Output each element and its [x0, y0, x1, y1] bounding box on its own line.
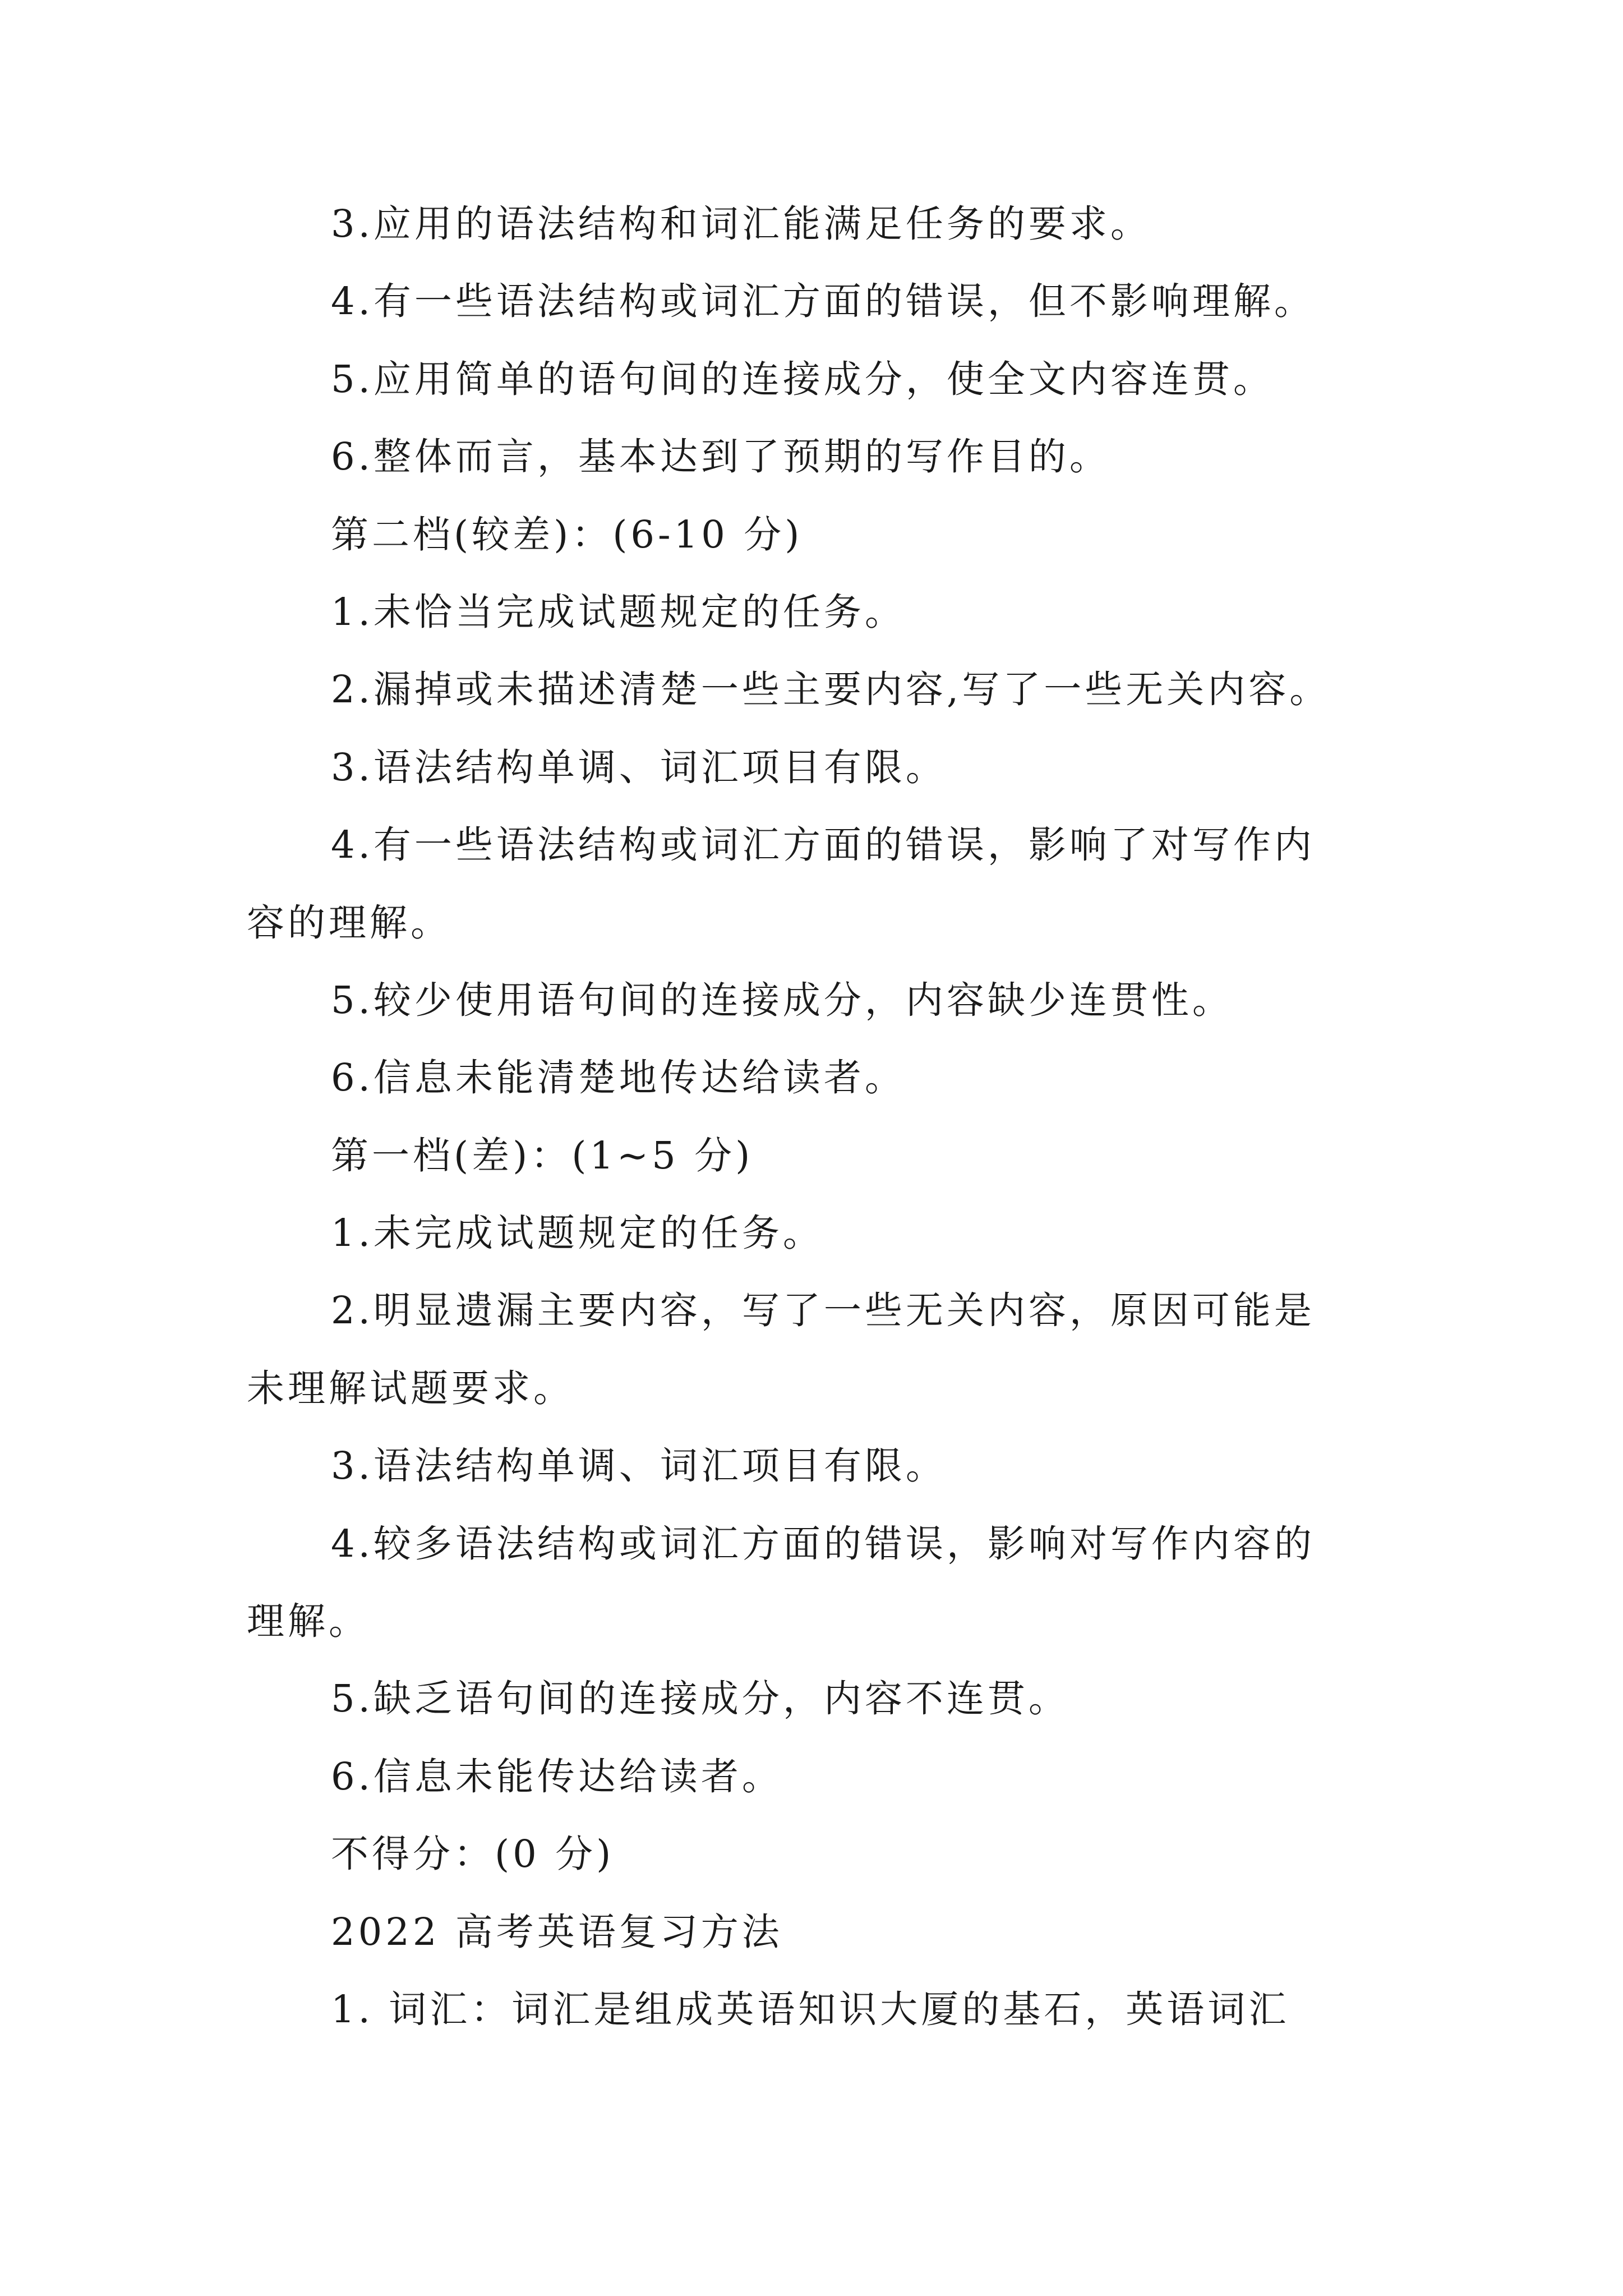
section-heading: 不得分：(0 分) [331, 1832, 615, 1876]
text-line: 2.漏掉或未描述清楚一些主要内容,写了一些无关内容。 [331, 668, 1331, 712]
text-line: 5.缺乏语句间的连接成分，内容不连贯。 [331, 1677, 1069, 1721]
text-line: 4.有一些语法结构或词汇方面的错误，影响了对写作内 [331, 823, 1315, 867]
text-line-continuation: 未理解试题要求。 [247, 1366, 574, 1410]
text-line: 3.语法结构单调、词汇项目有限。 [331, 745, 947, 789]
text-line: 3.应用的语法结构和词汇能满足任务的要求。 [331, 202, 1151, 246]
text-line: 1.未完成试题规定的任务。 [331, 1211, 824, 1255]
text-line: 5.较少使用语句间的连接成分，内容缺少连贯性。 [331, 978, 1233, 1022]
text-line-continuation: 容的理解。 [247, 900, 451, 945]
text-line: 2.明显遗漏主要内容，写了一些无关内容，原因可能是 [331, 1289, 1315, 1333]
text-line: 1. 词汇：词汇是组成英语知识大厦的基石，英语词汇 [331, 1987, 1290, 2031]
section-heading: 2022 高考英语复习方法 [331, 1910, 783, 1954]
text-line: 4.较多语法结构或词汇方面的错误，影响对写作内容的 [331, 1521, 1315, 1566]
section-heading: 第一档(差)：(1~5 分) [331, 1133, 754, 1177]
text-line: 6.信息未能清楚地传达给读者。 [331, 1056, 906, 1100]
text-line: 1.未恰当完成试题规定的任务。 [331, 590, 906, 634]
text-line: 6.整体而言，基本达到了预期的写作目的。 [331, 435, 1110, 479]
text-line-continuation: 理解。 [247, 1599, 370, 1644]
text-line: 6.信息未能传达给读者。 [331, 1754, 783, 1798]
text-line: 4.有一些语法结构或词汇方面的错误，但不影响理解。 [331, 279, 1315, 324]
text-line: 3.语法结构单调、词汇项目有限。 [331, 1444, 947, 1488]
text-line: 5.应用简单的语句间的连接成分，使全文内容连贯。 [331, 357, 1274, 401]
document-body [247, 185, 1385, 2048]
section-heading: 第二档(较差)：(6-10 分) [331, 512, 803, 556]
